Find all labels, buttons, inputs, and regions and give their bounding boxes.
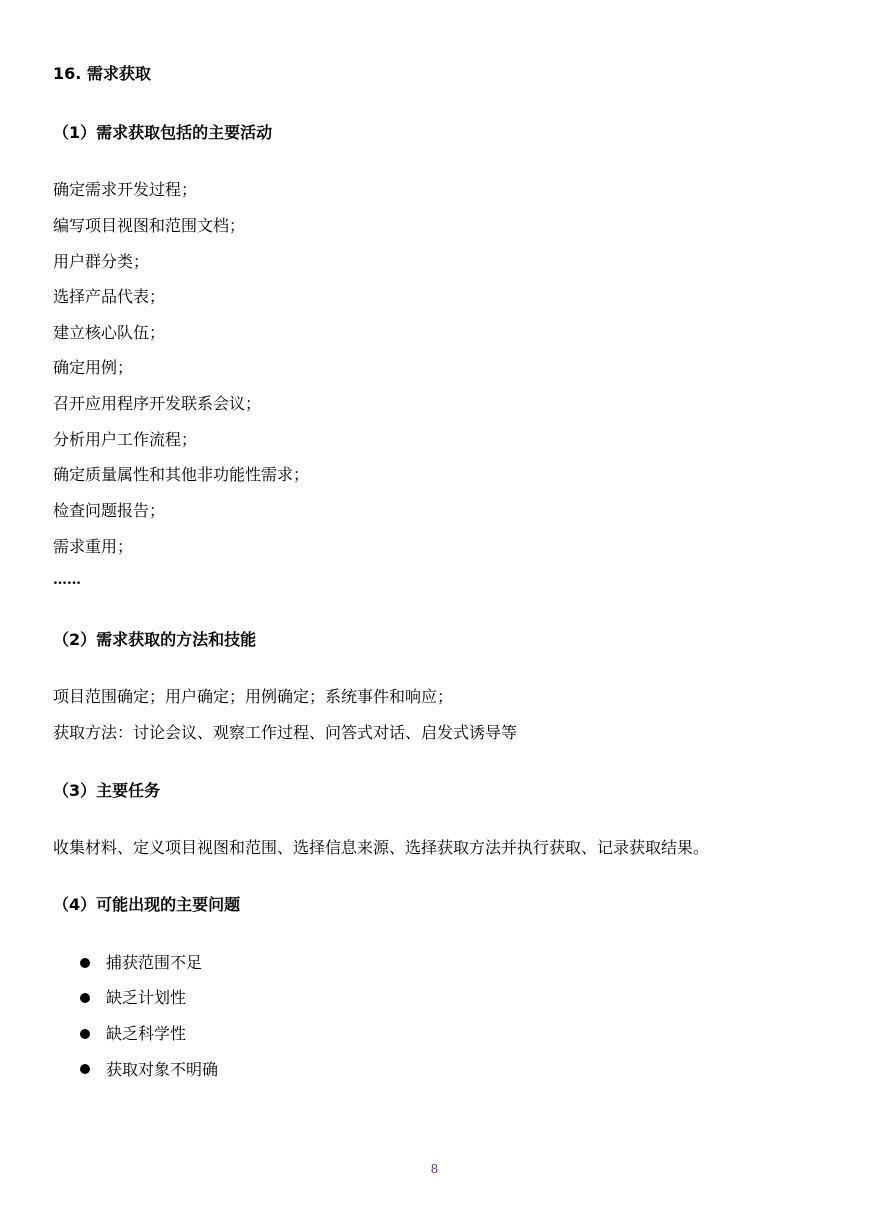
problem-item: 缺乏科学性 [106, 1024, 187, 1043]
bullet-icon [80, 1064, 90, 1074]
activity-item: 检查问题报告； [53, 501, 166, 520]
bullet-icon [80, 958, 90, 968]
activity-item: 确定用例； [53, 358, 134, 377]
activity-item: 编写项目视图和范围文档； [53, 216, 246, 235]
problem-item: 捕获范围不足 [106, 953, 203, 972]
subsection-2-heading: （2）需求获取的方法和技能 [53, 630, 257, 649]
activity-item: 分析用户工作流程； [53, 430, 198, 449]
subsection-4-heading: （4）可能出现的主要问题 [53, 895, 241, 914]
subsection-3-heading: （3）主要任务 [53, 781, 161, 800]
problem-item: 获取对象不明确 [106, 1060, 219, 1079]
section-title: 16. 需求获取 [53, 64, 151, 83]
bullet-icon [80, 1029, 90, 1039]
problem-item: 缺乏计划性 [106, 988, 187, 1007]
activity-item: 选择产品代表； [53, 287, 166, 306]
methods-line-1: 项目范围确定；用户确定；用例确定；系统事件和响应； [53, 687, 454, 706]
activity-item: 需求重用； [53, 537, 134, 556]
activity-item: 建立核心队伍； [53, 323, 166, 342]
methods-line-2: 获取方法：讨论会议、观察工作过程、问答式对话、启发式诱导等 [53, 723, 518, 742]
activity-item: 召开应用程序开发联系会议； [53, 394, 262, 413]
bullet-icon [80, 993, 90, 1003]
activity-item: 确定质量属性和其他非功能性需求； [53, 465, 310, 484]
activity-item: 用户群分类； [53, 252, 150, 271]
page-number: 8 [430, 1162, 439, 1176]
ellipsis: …… [53, 572, 81, 588]
subsection-1-heading: （1）需求获取包括的主要活动 [53, 123, 273, 142]
activity-item: 确定需求开发过程； [53, 180, 198, 199]
main-tasks-text: 收集材料、定义项目视图和范围、选择信息来源、选择获取方法并执行获取、记录获取结果。 [53, 838, 710, 857]
